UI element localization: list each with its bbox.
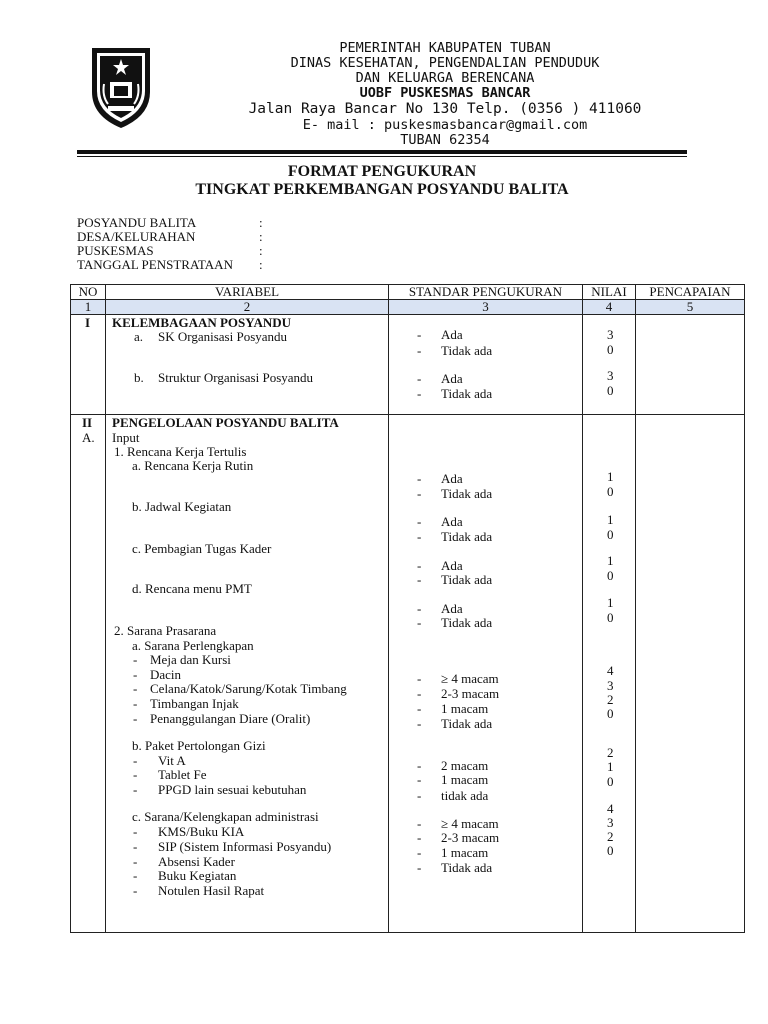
standard-text: ≥ 4 macam: [441, 671, 499, 686]
bullet-dash: -: [417, 860, 422, 875]
section-number: I: [85, 315, 91, 330]
col-number: 3: [389, 300, 583, 315]
item-marker: a.: [134, 329, 144, 344]
nilai-value: 3: [607, 327, 614, 342]
bullet-dash: -: [133, 667, 138, 682]
column-number-row: [71, 300, 745, 315]
nilai-value: 1: [607, 759, 614, 774]
doc-title-line-2: TINGKAT PERKEMBANGAN POSYANDU BALITA: [195, 181, 569, 198]
variable-text: c. Sarana/Kelengkapan administrasi: [132, 809, 319, 824]
bullet-dash: -: [417, 671, 422, 686]
info-colon: :: [259, 229, 263, 244]
doc-title-line-1: FORMAT PENGUKURAN: [287, 163, 477, 180]
nilai-value: 0: [607, 342, 614, 357]
header-address: Jalan Raya Bancar No 130 Telp. (0356 ) 411060: [248, 101, 642, 117]
bullet-dash: -: [417, 816, 422, 831]
standard-text: Ada: [441, 371, 463, 386]
variable-text: Absensi Kader: [158, 854, 235, 869]
col-header-nilai: NILAI: [583, 285, 636, 300]
bullet-dash: -: [133, 681, 138, 696]
variable-text: Notulen Hasil Rapat: [158, 883, 265, 898]
nilai-value: 1: [607, 512, 614, 527]
variable-text: SIP (Sistem Informasi Posyandu): [158, 839, 332, 854]
variable-text: Celana/Katok/Sarung/Kotak Timbang: [150, 681, 347, 696]
nilai-value: 3: [607, 368, 614, 383]
standard-text: Tidak ada: [441, 615, 493, 630]
col-number: 5: [636, 300, 745, 315]
header-divider-thick: [77, 150, 687, 154]
bullet-dash: -: [417, 772, 422, 787]
nilai-value: 0: [607, 843, 614, 858]
pencapaian-cell[interactable]: [636, 315, 745, 415]
col-header-pencapaian: PENCAPAIAN: [636, 285, 745, 300]
bullet-dash: -: [417, 615, 422, 630]
variable-text: b. Paket Pertolongan Gizi: [132, 738, 266, 753]
table-row: [71, 415, 745, 933]
bullet-dash: -: [417, 572, 422, 587]
bullet-dash: -: [133, 652, 138, 667]
variable-text: 1. Rencana Kerja Tertulis: [114, 444, 247, 459]
bullet-dash: -: [417, 343, 422, 358]
bullet-dash: -: [133, 839, 138, 854]
nilai-value: 4: [607, 801, 614, 816]
table-row: [71, 315, 745, 415]
standard-text: tidak ada: [441, 788, 489, 803]
nilai-value: 0: [607, 383, 614, 398]
col-header-no: NO: [71, 285, 106, 300]
col-number: 2: [106, 300, 389, 315]
standard-text: Tidak ada: [441, 486, 493, 501]
bullet-dash: -: [417, 529, 422, 544]
header-line-2: DINAS KESEHATAN, PENGENDALIAN PENDUDUK: [290, 55, 600, 71]
bullet-dash: -: [133, 868, 138, 883]
variable-text: Dacin: [150, 667, 182, 682]
item-text: SK Organisasi Posyandu: [158, 329, 288, 344]
section-number: II: [82, 415, 93, 430]
info-label: TANGGAL PENSTRATAAN: [77, 257, 233, 272]
nilai-value: 0: [607, 706, 614, 721]
variable-text: Timbangan Injak: [150, 696, 239, 711]
standard-text: Tidak ada: [441, 716, 493, 731]
variable-text: a. Sarana Perlengkapan: [132, 638, 254, 653]
nilai-value: 3: [607, 678, 614, 693]
standard-text: Tidak ada: [441, 529, 493, 544]
table-header-row: [71, 285, 745, 300]
bullet-dash: -: [417, 386, 422, 401]
bullet-dash: -: [417, 686, 422, 701]
nilai-value: 1: [607, 469, 614, 484]
nilai-value: 3: [607, 815, 614, 830]
bullet-dash: -: [133, 753, 138, 768]
bullet-dash: -: [417, 830, 422, 845]
standard-text: 1 macam: [441, 772, 489, 787]
nilai-value: 0: [607, 610, 614, 625]
nilai-value: 0: [607, 568, 614, 583]
header-line-4: UOBF PUSKESMAS BANCAR: [359, 85, 531, 101]
header-line-1: PEMERINTAH KABUPATEN TUBAN: [339, 40, 551, 56]
bullet-dash: -: [133, 696, 138, 711]
bullet-dash: -: [417, 601, 422, 616]
standard-text: ≥ 4 macam: [441, 816, 499, 831]
nilai-value: 0: [607, 527, 614, 542]
info-colon: :: [259, 243, 263, 258]
bullet-dash: -: [417, 486, 422, 501]
standard-text: 1 macam: [441, 701, 489, 716]
bullet-dash: -: [417, 558, 422, 573]
variable-text: Meja dan Kursi: [150, 652, 231, 667]
variable-text: d. Rencana menu PMT: [132, 581, 252, 596]
variable-text: 2. Sarana Prasarana: [114, 623, 217, 638]
variable-text: KMS/Buku KIA: [158, 824, 245, 839]
standard-text: 2 macam: [441, 758, 489, 773]
regency-emblem-icon: [88, 44, 154, 130]
header-email: E- mail : puskesmasbancar@gmail.com: [302, 117, 588, 133]
item-marker: b.: [134, 370, 144, 385]
header-line-3: DAN KELUARGA BERENCANA: [355, 70, 535, 86]
variable-text: b. Jadwal Kegiatan: [132, 499, 232, 514]
nilai-value: 0: [607, 484, 614, 499]
standard-text: Ada: [441, 558, 463, 573]
standard-text: 2-3 macam: [441, 686, 500, 701]
item-text: Struktur Organisasi Posyandu: [158, 370, 314, 385]
col-header-variabel: VARIABEL: [106, 285, 389, 300]
standard-text: Tidak ada: [441, 343, 493, 358]
bullet-dash: -: [133, 854, 138, 869]
bullet-dash: -: [417, 758, 422, 773]
bullet-dash: -: [133, 824, 138, 839]
variable-text: Buku Kegiatan: [158, 868, 237, 883]
nilai-value: 4: [607, 663, 614, 678]
info-colon: :: [259, 215, 263, 230]
nilai-value: 0: [607, 774, 614, 789]
standard-text: Tidak ada: [441, 386, 493, 401]
bullet-dash: -: [417, 514, 422, 529]
nilai-value: 2: [607, 829, 614, 844]
nilai-value: 2: [607, 692, 614, 707]
info-label: PUSKESMAS: [77, 243, 154, 258]
nilai-value: 2: [607, 745, 614, 760]
variable-text: Tablet Fe: [158, 767, 207, 782]
variable-text: Penanggulangan Diare (Oralit): [150, 711, 311, 726]
standard-text: Ada: [441, 327, 463, 342]
header-city: TUBAN 62354: [400, 132, 490, 148]
bullet-dash: -: [133, 711, 138, 726]
standard-text: Tidak ada: [441, 572, 493, 587]
col-header-standar: STANDAR PENGUKURAN: [389, 285, 583, 300]
info-colon: :: [259, 257, 263, 272]
bullet-dash: -: [417, 788, 422, 803]
bullet-dash: -: [133, 782, 138, 797]
standard-text: 1 macam: [441, 845, 489, 860]
nilai-value: 1: [607, 595, 614, 610]
col-number: 4: [583, 300, 636, 315]
info-label: POSYANDU BALITA: [77, 215, 197, 230]
nilai-value: 1: [607, 553, 614, 568]
standard-text: Ada: [441, 471, 463, 486]
header-divider-thin: [77, 156, 687, 157]
section-title: PENGELOLAAN POSYANDU BALITA: [112, 415, 339, 430]
variable-text: c. Pembagian Tugas Kader: [132, 541, 272, 556]
col-number: 1: [71, 300, 106, 315]
bullet-dash: -: [417, 327, 422, 342]
variable-text: Vit A: [158, 753, 186, 768]
measurement-table: [70, 284, 745, 933]
bullet-dash: -: [417, 716, 422, 731]
standard-text: 2-3 macam: [441, 830, 500, 845]
bullet-dash: -: [133, 767, 138, 782]
bullet-dash: -: [133, 883, 138, 898]
bullet-dash: -: [417, 845, 422, 860]
variable-text: a. Rencana Kerja Rutin: [132, 458, 254, 473]
pencapaian-cell[interactable]: [636, 415, 745, 933]
standard-text: Ada: [441, 601, 463, 616]
standard-text: Tidak ada: [441, 860, 493, 875]
standard-text: Ada: [441, 514, 463, 529]
bullet-dash: -: [417, 471, 422, 486]
section-title: KELEMBAGAAN POSYANDU: [112, 315, 292, 330]
variable-text: PPGD lain sesuai kebutuhan: [158, 782, 307, 797]
bullet-dash: -: [417, 371, 422, 386]
bullet-dash: -: [417, 701, 422, 716]
variable-text: Input: [112, 430, 140, 445]
subsection-number: A.: [82, 430, 95, 445]
info-label: DESA/KELURAHAN: [77, 229, 196, 244]
